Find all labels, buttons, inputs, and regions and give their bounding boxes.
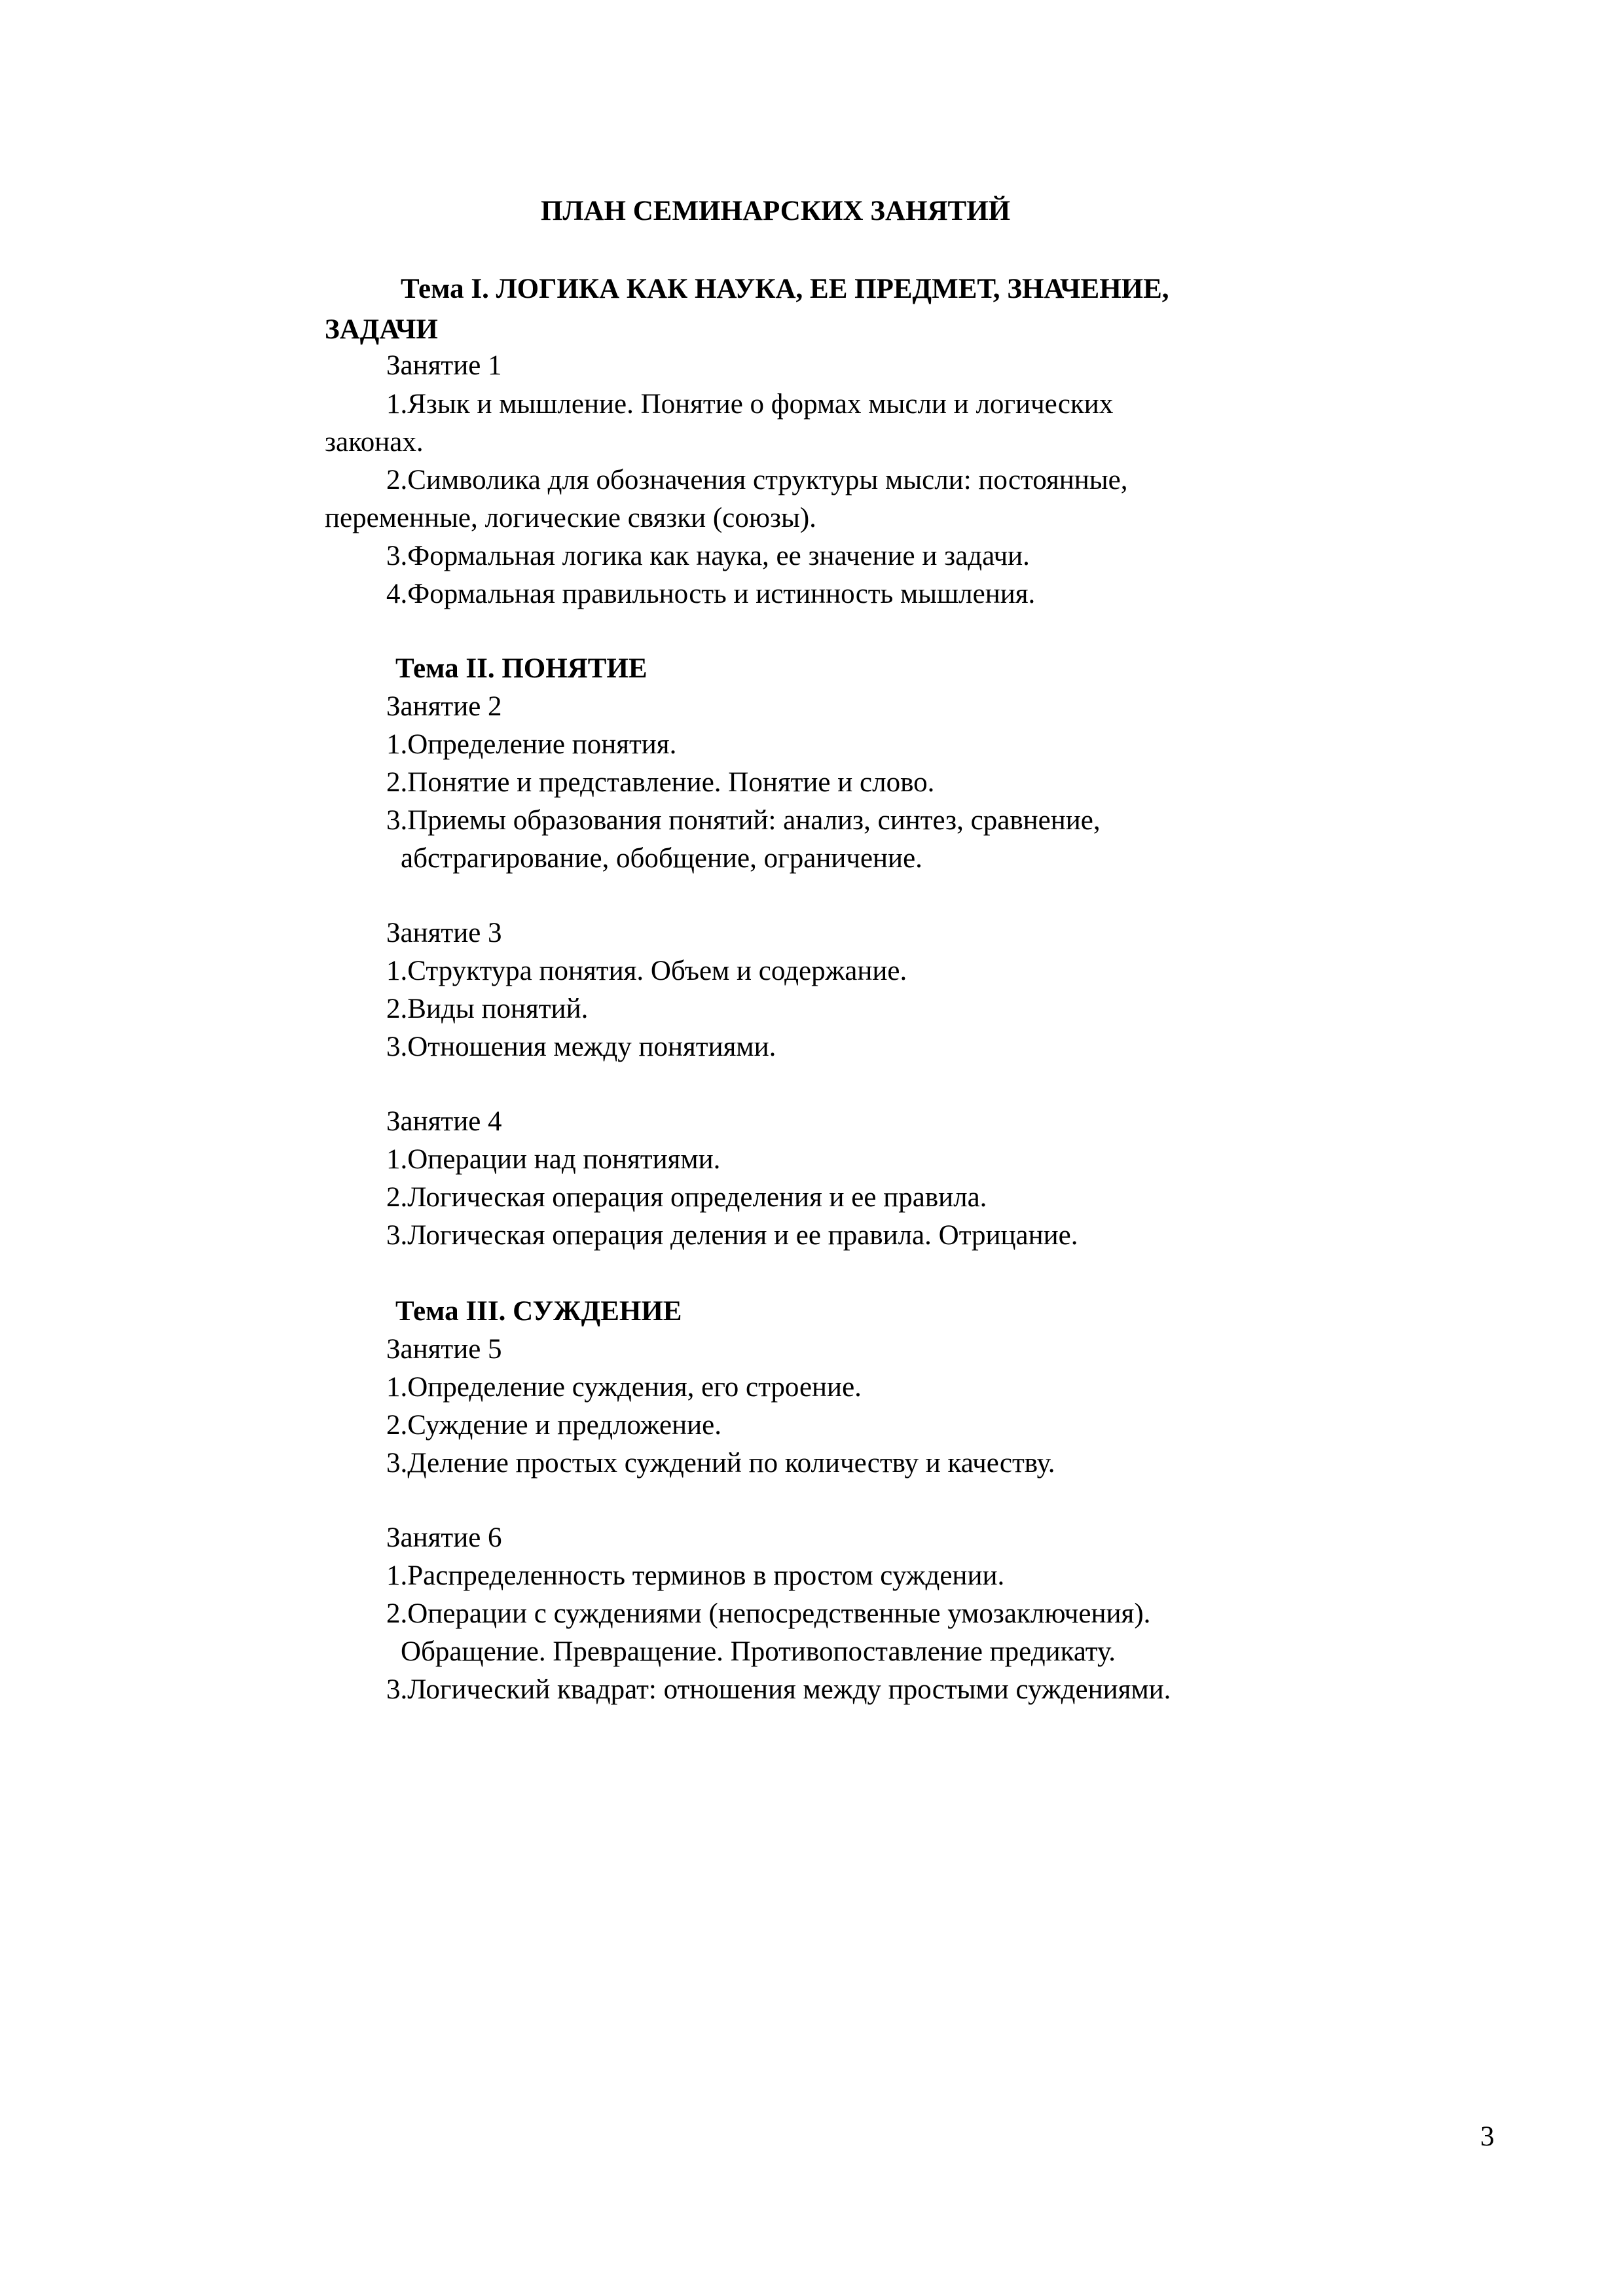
page-number: 3 [1480,2121,1495,2152]
list-item: 4.Формальная правильность и истинность мышления. [386,579,1036,609]
lesson-label: Занятие 6 [386,1522,502,1553]
list-item: 2.Виды понятий. [386,994,589,1024]
list-item: 3.Отношения между понятиями. [386,1031,776,1062]
list-item: 2.Логическая операция определения и ее правила. [386,1182,987,1213]
list-item: 3.Логический квадрат: отношения между простыми суждениями. [386,1674,1171,1705]
list-item: 1.Структура понятия. Объем и содержание. [386,956,907,986]
lesson-label: Занятие 5 [386,1334,502,1365]
page-title: ПЛАН СЕМИНАРСКИХ ЗАНЯТИЙ [541,196,1011,226]
lesson-label: Занятие 4 [386,1106,502,1137]
list-item: 2.Суждение и предложение. [386,1410,721,1441]
list-item: 1.Операции над понятиями. [386,1144,721,1175]
list-item-continuation: абстрагирование, обобщение, ограничение. [401,843,922,874]
list-item-continuation: переменные, логические связки (союзы). [325,503,816,533]
list-item: 3.Формальная логика как наука, ее значение и задачи. [386,541,1030,571]
list-item: 3.Приемы образования понятий: анализ, синтез, сравнение, [386,805,1101,836]
lesson-label: Занятие 1 [386,350,502,381]
lesson-label: Занятие 2 [386,691,502,722]
topic-heading: Тема I. ЛОГИКА КАК НАУКА, ЕЕ ПРЕДМЕТ, ЗНАЧЕНИЕ, [401,274,1169,304]
list-item: 1.Определение суждения, его строение. [386,1372,862,1403]
topic-heading: Тема II. ПОНЯТИЕ [395,653,647,684]
list-item-continuation: законах. [325,427,424,457]
list-item: 3.Деление простых суждений по количеству и качеству. [386,1448,1055,1479]
list-item: 1.Язык и мышление. Понятие о формах мысли и логических [386,389,1114,420]
list-item: 2.Понятие и представление. Понятие и слово. [386,767,935,798]
list-item: 2.Символика для обозначения структуры мысли: постоянные, [386,465,1128,495]
lesson-label: Занятие 3 [386,918,502,948]
list-item: 1.Определение понятия. [386,729,677,760]
list-item: 2.Операции с суждениями (непосредственные умозаключения). [386,1598,1151,1629]
topic-heading-continuation: ЗАДАЧИ [325,314,438,345]
list-item: 3.Логическая операция деления и ее правила. Отрицание. [386,1220,1078,1251]
list-item-continuation: Обращение. Превращение. Противопоставление предикату. [401,1636,1116,1667]
topic-heading: Тема III. СУЖДЕНИЕ [395,1296,682,1327]
list-item: 1.Распределенность терминов в простом суждении. [386,1560,1005,1591]
